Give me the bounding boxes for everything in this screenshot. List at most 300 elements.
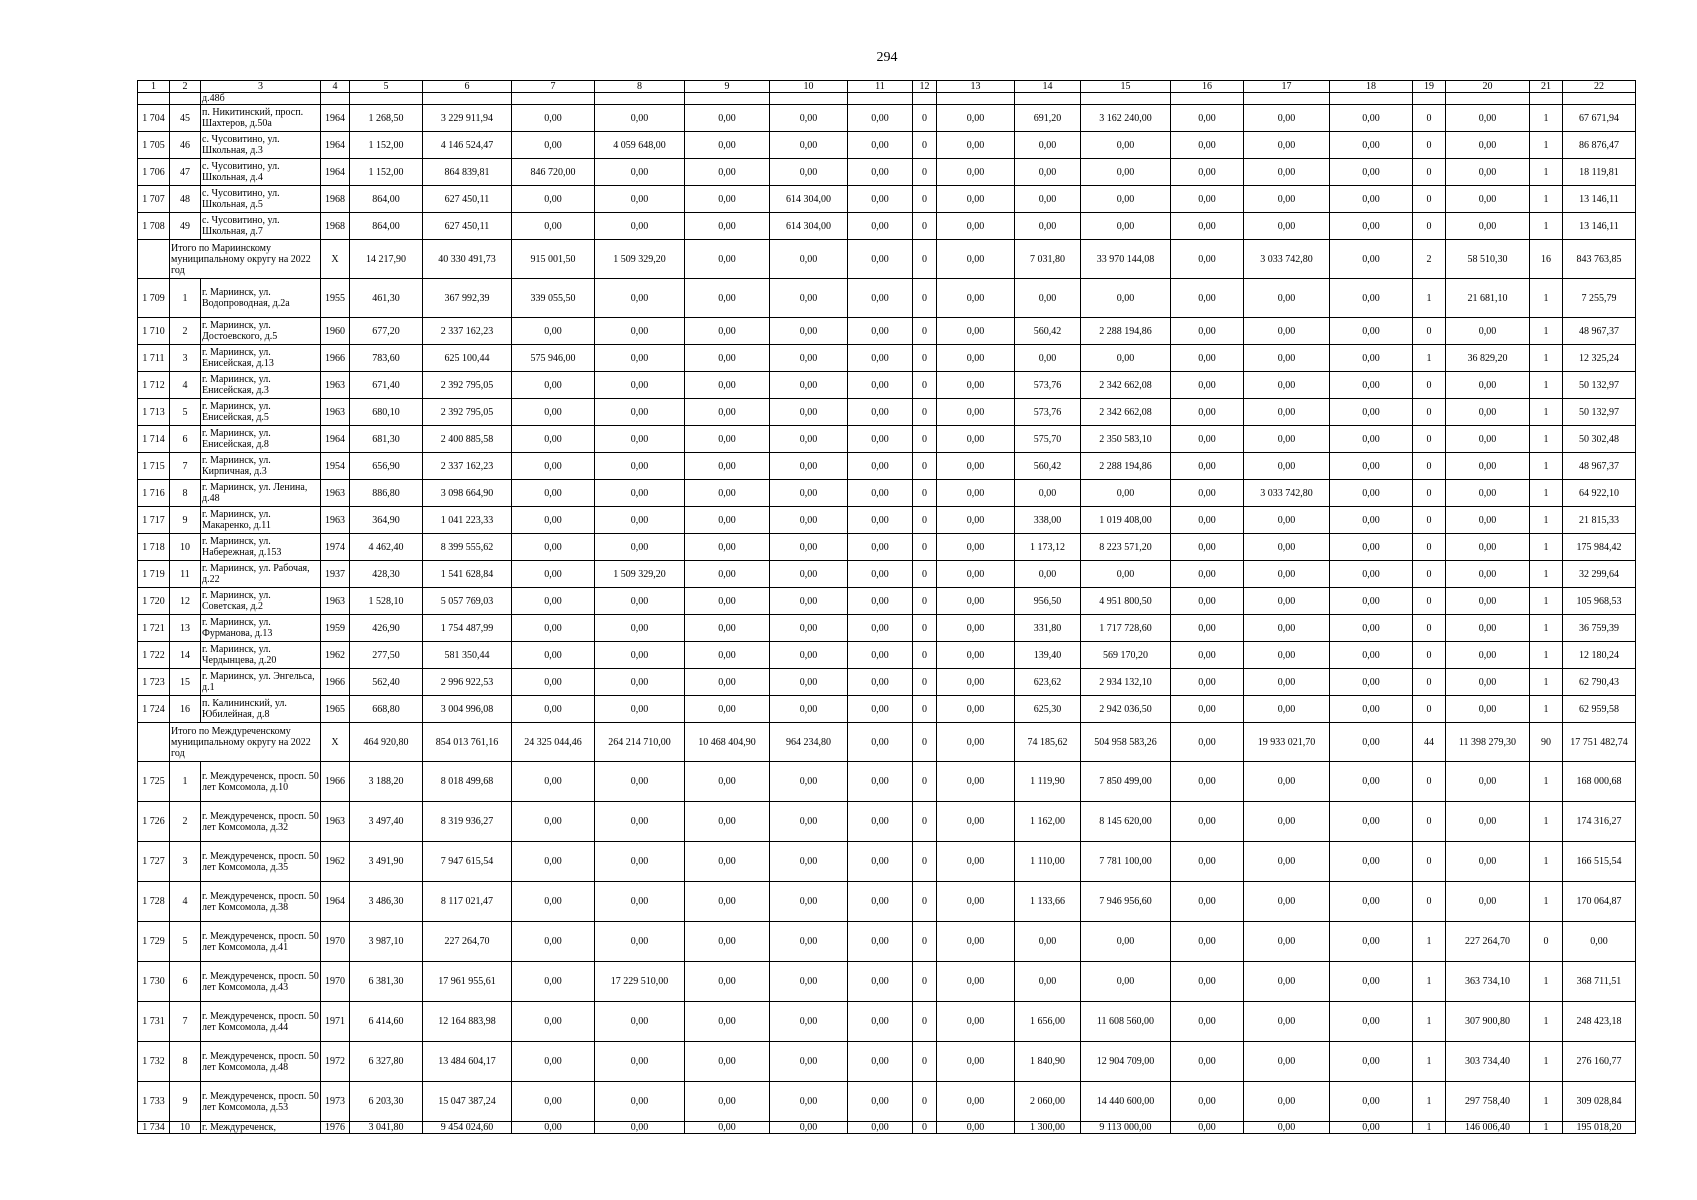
table-cell: 47 (170, 159, 201, 186)
table-cell: 0,00 (512, 669, 595, 696)
table-cell: 0,00 (512, 1082, 595, 1122)
table-cell: 48 (170, 186, 201, 213)
table-row (138, 426, 1636, 453)
table-cell: 575 946,00 (512, 345, 595, 372)
table-cell: 1 707 (138, 186, 170, 213)
column-number: 1 (138, 81, 170, 93)
table-cell: 3 033 742,80 (1244, 480, 1330, 507)
address-cell: г. Междуреченск, просп. 50 лет Комсомола, д.32 (201, 802, 321, 842)
table-cell: 0,00 (1330, 480, 1413, 507)
column-number: 11 (848, 81, 913, 93)
table-cell: 0,00 (1244, 1002, 1330, 1042)
table-cell (170, 93, 201, 105)
table-cell: 0 (913, 561, 937, 588)
table-cell: 0,00 (1015, 159, 1081, 186)
table-cell: 1 162,00 (1015, 802, 1081, 842)
table-cell: 0,00 (1244, 561, 1330, 588)
column-number: 2 (170, 81, 201, 93)
table-cell: 74 185,62 (1015, 723, 1081, 762)
table-cell: 0,00 (770, 561, 848, 588)
table-row (138, 534, 1636, 561)
table-cell: 627 450,11 (423, 186, 512, 213)
table-cell: 0,00 (685, 318, 770, 345)
table-cell: 0,00 (848, 534, 913, 561)
table-cell: 0,00 (512, 507, 595, 534)
table-cell: 9 113 000,00 (1081, 1122, 1171, 1134)
table-cell: 0,00 (685, 426, 770, 453)
table-cell: 0,00 (685, 669, 770, 696)
column-number: 5 (350, 81, 423, 93)
table-cell: 1 (1413, 922, 1446, 962)
table-cell (685, 93, 770, 105)
table-cell: 0 (1413, 842, 1446, 882)
subtotal-row (138, 240, 1636, 279)
column-number: 12 (913, 81, 937, 93)
table-cell: 1937 (321, 561, 350, 588)
table-cell: 0,00 (937, 507, 1015, 534)
table-cell: 0,00 (937, 318, 1015, 345)
table-cell: 0,00 (1244, 534, 1330, 561)
table-cell: 426,90 (350, 615, 423, 642)
table-cell: 0,00 (1081, 213, 1171, 240)
table-cell: 0,00 (1330, 561, 1413, 588)
table-cell: 0,00 (770, 240, 848, 279)
table-cell: 9 (170, 1082, 201, 1122)
table-cell: 0,00 (770, 882, 848, 922)
table-cell: 1 509 329,20 (595, 561, 685, 588)
table-cell: 0 (1413, 453, 1446, 480)
address-cell: п. Никитинский, просп. Шахтеров, д.50а (201, 105, 321, 132)
table-cell: 1 528,10 (350, 588, 423, 615)
table-body (138, 81, 1636, 1134)
table-cell: 0,00 (937, 399, 1015, 426)
table-cell: 0,00 (685, 240, 770, 279)
column-number: 9 (685, 81, 770, 93)
table-cell: 1972 (321, 1042, 350, 1082)
table-cell: 0 (1413, 372, 1446, 399)
table-cell: 19 933 021,70 (1244, 723, 1330, 762)
table-cell: 14 440 600,00 (1081, 1082, 1171, 1122)
table-cell: 0 (1413, 615, 1446, 642)
table-cell: 86 876,47 (1563, 132, 1636, 159)
table-cell: 1 (1530, 962, 1563, 1002)
table-cell: 0,00 (1244, 453, 1330, 480)
table-cell: 0,00 (770, 318, 848, 345)
table-cell: 0 (1413, 318, 1446, 345)
table-cell: 0,00 (1244, 922, 1330, 962)
table-cell: 3 (170, 842, 201, 882)
table-cell: 0,00 (848, 615, 913, 642)
table-cell: 0,00 (595, 642, 685, 669)
table-cell: 0,00 (685, 213, 770, 240)
table-cell: 0,00 (1446, 480, 1530, 507)
table-cell: 11 (170, 561, 201, 588)
table-cell: 681,30 (350, 426, 423, 453)
table-cell: 1 840,90 (1015, 1042, 1081, 1082)
table-cell: 0,00 (1446, 561, 1530, 588)
table-cell: 0,00 (1015, 132, 1081, 159)
table-cell: 0,00 (1330, 922, 1413, 962)
table-cell: 0 (913, 1042, 937, 1082)
table-cell: 0,00 (1171, 213, 1244, 240)
table-cell: 1 (1530, 669, 1563, 696)
table-cell: 1 041 223,33 (423, 507, 512, 534)
table-cell: 0,00 (685, 802, 770, 842)
table-cell: 0,00 (770, 279, 848, 318)
table-cell: 0,00 (937, 723, 1015, 762)
table-row (138, 669, 1636, 696)
table-cell: 0,00 (937, 345, 1015, 372)
table-cell (1081, 93, 1171, 105)
table-cell: 1 716 (138, 480, 170, 507)
address-cell: г. Мариинск, ул. Енисейская, д.13 (201, 345, 321, 372)
table-cell (1015, 93, 1081, 105)
table-cell: 0,00 (1330, 345, 1413, 372)
table-cell (512, 93, 595, 105)
table-cell: 0,00 (512, 922, 595, 962)
table-cell: 0,00 (937, 615, 1015, 642)
column-number: 15 (1081, 81, 1171, 93)
table-cell: 1 119,90 (1015, 762, 1081, 802)
table-cell: 0 (913, 240, 937, 279)
table-cell: 0,00 (595, 802, 685, 842)
table-cell: 0,00 (1330, 426, 1413, 453)
table-cell: 0,00 (848, 453, 913, 480)
table-cell: 5 (170, 399, 201, 426)
table-cell: 0,00 (595, 372, 685, 399)
table-cell: 7 850 499,00 (1081, 762, 1171, 802)
table-cell: 0 (1413, 399, 1446, 426)
address-cell: с. Чусовитино, ул. Школьная, д.4 (201, 159, 321, 186)
table-cell: 0,00 (685, 105, 770, 132)
table-cell: 0,00 (848, 507, 913, 534)
table-cell: 0,00 (1446, 507, 1530, 534)
table-cell: 504 958 583,26 (1081, 723, 1171, 762)
table-cell: 3 004 996,08 (423, 696, 512, 723)
table-cell: 0,00 (1171, 453, 1244, 480)
table-cell: 0,00 (1330, 507, 1413, 534)
table-cell: 0,00 (595, 696, 685, 723)
table-row (138, 1002, 1636, 1042)
table-cell: 1 720 (138, 588, 170, 615)
table-cell: 1964 (321, 159, 350, 186)
table-cell: 0,00 (685, 1002, 770, 1042)
address-cell: г. Мариинск, ул. Фурманова, д.13 (201, 615, 321, 642)
table-cell: 0,00 (848, 762, 913, 802)
table-cell: 0,00 (1330, 588, 1413, 615)
table-cell: 0,00 (595, 922, 685, 962)
table-cell: 0,00 (937, 240, 1015, 279)
table-cell: 0,00 (512, 1122, 595, 1134)
table-cell: 0 (1413, 105, 1446, 132)
housing-data-table (137, 80, 1636, 1134)
table-cell: 2 342 662,08 (1081, 399, 1171, 426)
table-cell: 0 (913, 1002, 937, 1042)
table-row (138, 561, 1636, 588)
table-cell (913, 93, 937, 105)
table-cell: 139,40 (1015, 642, 1081, 669)
table-cell: 0,00 (1446, 534, 1530, 561)
table-cell: 0,00 (1330, 1002, 1413, 1042)
address-cell: с. Чусовитино, ул. Школьная, д.3 (201, 132, 321, 159)
table-cell: 3 497,40 (350, 802, 423, 842)
table-cell: 0,00 (685, 399, 770, 426)
table-cell: 0,00 (1171, 922, 1244, 962)
table-cell: 0,00 (1446, 588, 1530, 615)
table-cell: 0 (1413, 642, 1446, 669)
table-cell: 1963 (321, 802, 350, 842)
table-cell: 1 (1530, 213, 1563, 240)
table-cell: 0,00 (1330, 105, 1413, 132)
table-cell: 1 (1530, 882, 1563, 922)
table-cell: 0,00 (848, 1082, 913, 1122)
table-cell: 10 468 404,90 (685, 723, 770, 762)
table-cell: 0,00 (770, 615, 848, 642)
table-cell: 0,00 (1244, 1082, 1330, 1122)
table-cell: 0,00 (1171, 802, 1244, 842)
table-cell: 0,00 (848, 159, 913, 186)
table-cell: 0,00 (595, 615, 685, 642)
table-cell: 614 304,00 (770, 186, 848, 213)
table-cell: 1 721 (138, 615, 170, 642)
table-cell: 0,00 (1446, 318, 1530, 345)
table-cell: 8 319 936,27 (423, 802, 512, 842)
table-cell: 0,00 (1171, 132, 1244, 159)
table-cell: 0 (1413, 159, 1446, 186)
table-cell: 0,00 (770, 802, 848, 842)
address-cell: г. Междуреченск, просп. 50 лет Комсомола, д.44 (201, 1002, 321, 1042)
table-cell: X (321, 723, 350, 762)
table-cell: 0,00 (770, 372, 848, 399)
table-cell: 0,00 (1330, 642, 1413, 669)
table-cell: 1 730 (138, 962, 170, 1002)
table-cell: 0 (913, 588, 937, 615)
table-cell: 36 829,20 (1446, 345, 1530, 372)
table-cell: 0,00 (1330, 802, 1413, 842)
table-header-row (138, 81, 1636, 93)
subtotal-label: Итого по Мариинскому муниципальному округу на 2022 год (170, 240, 321, 279)
table-cell: 1 509 329,20 (595, 240, 685, 279)
table-cell: 0,00 (770, 696, 848, 723)
table-cell: 0,00 (848, 186, 913, 213)
table-cell: 0,00 (770, 480, 848, 507)
table-row (138, 696, 1636, 723)
table-cell: 0,00 (1171, 1042, 1244, 1082)
table-cell: 0,00 (1244, 372, 1330, 399)
table-cell (595, 93, 685, 105)
table-cell: 625,30 (1015, 696, 1081, 723)
table-cell: 0,00 (512, 842, 595, 882)
table-row (138, 1082, 1636, 1122)
table-cell: 0,00 (685, 962, 770, 1002)
table-cell: 0,00 (512, 186, 595, 213)
table-cell: 0,00 (937, 132, 1015, 159)
table-cell (138, 93, 170, 105)
table-cell: 0,00 (512, 762, 595, 802)
table-cell: 166 515,54 (1563, 842, 1636, 882)
address-cell: г. Мариинск, ул. Советская, д.2 (201, 588, 321, 615)
table-cell: 0,00 (685, 762, 770, 802)
table-cell: 24 325 044,46 (512, 723, 595, 762)
table-cell: 573,76 (1015, 372, 1081, 399)
table-cell: 0,00 (1446, 453, 1530, 480)
table-cell: 0,00 (937, 922, 1015, 962)
table-cell (1171, 93, 1244, 105)
table-cell: 6 381,30 (350, 962, 423, 1002)
table-cell: 15 (170, 669, 201, 696)
table-row (138, 588, 1636, 615)
table-cell: 428,30 (350, 561, 423, 588)
table-cell: 0,00 (770, 1082, 848, 1122)
table-cell: 7 (170, 453, 201, 480)
table-cell: 0 (1413, 480, 1446, 507)
table-cell: 12 904 709,00 (1081, 1042, 1171, 1082)
table-cell: 248 423,18 (1563, 1002, 1636, 1042)
table-cell: 2 (170, 802, 201, 842)
table-cell: 0,00 (1171, 723, 1244, 762)
table-cell: 0,00 (937, 453, 1015, 480)
table-cell: 0,00 (595, 345, 685, 372)
table-row (138, 882, 1636, 922)
table-cell: 4 (170, 882, 201, 922)
table-cell: 364,90 (350, 507, 423, 534)
table-cell: 0,00 (937, 802, 1015, 842)
table-cell (1530, 93, 1563, 105)
table-cell: 309 028,84 (1563, 1082, 1636, 1122)
table-cell: 3 491,90 (350, 842, 423, 882)
table-cell: 50 132,97 (1563, 372, 1636, 399)
table-cell: 0,00 (1081, 480, 1171, 507)
table-cell: 0,00 (1330, 696, 1413, 723)
table-cell: 0,00 (1330, 723, 1413, 762)
table-cell: 7 255,79 (1563, 279, 1636, 318)
address-cell: с. Чусовитино, ул. Школьная, д.7 (201, 213, 321, 240)
table-cell: 1 (1530, 186, 1563, 213)
column-number: 7 (512, 81, 595, 93)
table-cell: 0,00 (1244, 159, 1330, 186)
table-cell: 0 (1413, 762, 1446, 802)
table-cell: 363 734,10 (1446, 962, 1530, 1002)
table-cell: 0,00 (595, 318, 685, 345)
table-cell: 0 (913, 669, 937, 696)
table-cell: 0,00 (685, 132, 770, 159)
table-cell: 0,00 (685, 1122, 770, 1134)
table-cell: 33 970 144,08 (1081, 240, 1171, 279)
table-cell: 5 057 769,03 (423, 588, 512, 615)
table-cell: 0,00 (937, 588, 1015, 615)
table-cell: 21 815,33 (1563, 507, 1636, 534)
table-cell: 0,00 (512, 561, 595, 588)
table-cell: 0,00 (1081, 962, 1171, 1002)
column-number: 6 (423, 81, 512, 93)
table-cell: 9 (170, 507, 201, 534)
table-cell: 1 173,12 (1015, 534, 1081, 561)
table-cell: 0,00 (1330, 453, 1413, 480)
table-cell: 0,00 (685, 922, 770, 962)
table-cell: 1966 (321, 669, 350, 696)
table-cell: 0 (1530, 922, 1563, 962)
table-cell: 0,00 (1171, 1082, 1244, 1122)
table-cell: 50 302,48 (1563, 426, 1636, 453)
table-cell: 0 (913, 723, 937, 762)
table-cell: 0,00 (1171, 507, 1244, 534)
table-cell: 0,00 (512, 588, 595, 615)
table-cell: 0,00 (1171, 669, 1244, 696)
table-cell: 0 (1413, 507, 1446, 534)
table-cell: 2 400 885,58 (423, 426, 512, 453)
table-cell: 14 (170, 642, 201, 669)
table-cell: 0,00 (848, 922, 913, 962)
table-row (138, 399, 1636, 426)
table-cell: 12 164 883,98 (423, 1002, 512, 1042)
table-cell: 1 (1530, 399, 1563, 426)
table-cell: 1 706 (138, 159, 170, 186)
table-cell: 1 733 (138, 1082, 170, 1122)
table-cell: 1962 (321, 642, 350, 669)
table-cell: 0,00 (1244, 132, 1330, 159)
table-row (138, 842, 1636, 882)
table-cell: 36 759,39 (1563, 615, 1636, 642)
table-cell: 0,00 (770, 507, 848, 534)
table-cell: 105 968,53 (1563, 588, 1636, 615)
table-cell: 1976 (321, 1122, 350, 1134)
table-cell: 956,50 (1015, 588, 1081, 615)
table-cell: 174 316,27 (1563, 802, 1636, 842)
table-cell: 0,00 (848, 318, 913, 345)
table-cell: 297 758,40 (1446, 1082, 1530, 1122)
table-cell: 0,00 (1330, 318, 1413, 345)
address-cell: г. Мариинск, ул. Набережная, д.153 (201, 534, 321, 561)
table-cell (1563, 93, 1636, 105)
table-cell: X (321, 240, 350, 279)
table-row (138, 159, 1636, 186)
table-cell: 277,50 (350, 642, 423, 669)
table-cell: 0,00 (848, 279, 913, 318)
table-cell: 1 (1530, 534, 1563, 561)
table-cell: 0,00 (1171, 642, 1244, 669)
table-cell: 45 (170, 105, 201, 132)
table-cell: 0,00 (512, 1042, 595, 1082)
table-cell (848, 93, 913, 105)
column-number: 19 (1413, 81, 1446, 93)
table-cell: 1 541 628,84 (423, 561, 512, 588)
table-cell: 0 (913, 696, 937, 723)
table-cell: 0,00 (848, 1042, 913, 1082)
table-cell: 0,00 (1244, 962, 1330, 1002)
table-cell: 0,00 (595, 588, 685, 615)
table-cell: 0,00 (1015, 186, 1081, 213)
table-cell: 175 984,42 (1563, 534, 1636, 561)
table-row (138, 453, 1636, 480)
table-cell: 7 947 615,54 (423, 842, 512, 882)
table-cell: 0,00 (1015, 213, 1081, 240)
table-cell: 11 608 560,00 (1081, 1002, 1171, 1042)
table-cell: 368 711,51 (1563, 962, 1636, 1002)
table-cell: 21 681,10 (1446, 279, 1530, 318)
table-cell: 915 001,50 (512, 240, 595, 279)
table-cell: 1 (1530, 159, 1563, 186)
table-cell: 0 (1413, 882, 1446, 922)
table-row (138, 213, 1636, 240)
table-cell: 1 732 (138, 1042, 170, 1082)
address-cell: г. Междуреченск, просп. 50 лет Комсомола, д.10 (201, 762, 321, 802)
table-cell: 0,00 (1244, 615, 1330, 642)
table-cell: 0,00 (1330, 534, 1413, 561)
table-cell: 276 160,77 (1563, 1042, 1636, 1082)
table-cell: 7 946 956,60 (1081, 882, 1171, 922)
table-cell: 3 229 911,94 (423, 105, 512, 132)
table-cell: 0,00 (512, 802, 595, 842)
